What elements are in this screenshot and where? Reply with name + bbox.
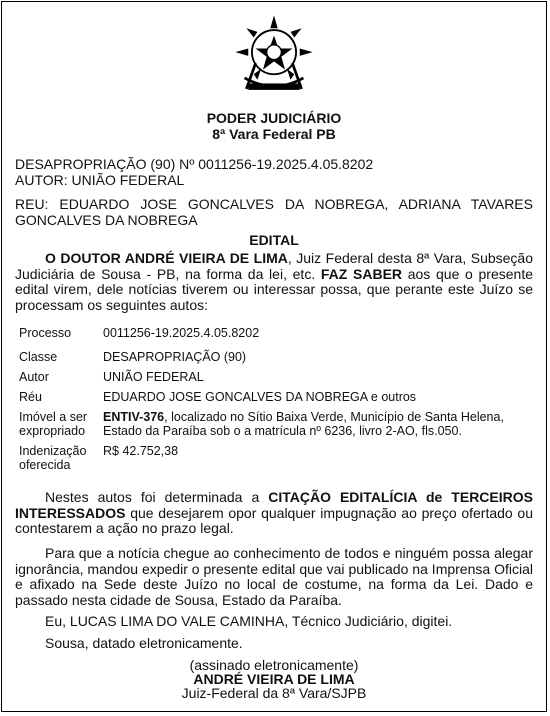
reu-label: Réu — [19, 390, 42, 404]
processo-value: 0011256-19.2025.4.05.8202 — [103, 326, 260, 340]
para2-text: Para que a notícia chegue ao conhecimento de todos e ninguém possa alegar ignorância, mandou expedir o presente edital que vai publicado na Imprensa Oficial e afixado na Sede deste Juízo no local de costume, na forma da Lei. Dado e passado nesta cidade de Sousa, Estado da Paraíba. — [15, 545, 533, 608]
intro-paragraph — [15, 251, 533, 313]
citation-paragraph — [15, 490, 533, 537]
header-line-2: 8ª Vara Federal PB — [212, 126, 336, 142]
signature-role: Juiz-Federal da 8ª Vara/SJPB — [181, 685, 367, 701]
citation-bold: CITAÇÃO EDITALÍCIA de TERCEIROS INTERESSADOS — [15, 489, 533, 521]
table-row — [15, 364, 535, 384]
process-table — [15, 322, 535, 472]
classe-label: Classe — [19, 350, 58, 364]
publication-paragraph — [15, 546, 533, 608]
imovel-text: , localizado no Sítio Baixa Verde, Município de Santa Helena, Estado da Paraíba sob o a matrícula nº 6236, livro 2-AO, fls.050. — [103, 410, 504, 438]
autor-label: Autor — [19, 370, 49, 384]
classe-value: DESAPROPRIAÇÃO (90) — [103, 350, 247, 364]
judge-name: O DOUTOR ANDRÉ VIEIRA DE LIMA — [45, 250, 288, 266]
case-reu: REU: EDUARDO JOSE GONCALVES DA NOBREGA, ADRIANA TAVARES GONCALVES DA NOBREGA — [15, 196, 533, 228]
table-row — [15, 344, 535, 364]
table-row — [15, 384, 535, 404]
typist-paragraph — [15, 614, 533, 630]
imovel-value — [103, 404, 535, 438]
imovel-code: ENTIV-376 — [103, 410, 165, 424]
coat-of-arms-emblem — [228, 8, 320, 100]
para4-text: Sousa, datado eletronicamente. — [45, 635, 243, 651]
reu-value: EDUARDO JOSE GONCALVES DA NOBREGA e outros — [103, 390, 417, 404]
edital-title: EDITAL — [249, 232, 299, 248]
case-identification — [15, 157, 533, 188]
indenizacao-label: Indenização oferecida — [19, 444, 87, 472]
case-autor: AUTOR: UNIÃO FEDERAL — [15, 171, 185, 188]
autor-value: UNIÃO FEDERAL — [103, 370, 204, 384]
table-row — [15, 322, 535, 344]
processo-label: Processo — [19, 326, 72, 340]
para3-text: Eu, LUCAS LIMA DO VALE CAMINHA, Técnico Judiciário, digitei. — [45, 613, 453, 629]
signature-note: (assinado eletronicamente) — [189, 657, 359, 673]
signature-block — [2, 658, 546, 700]
table-row — [15, 438, 535, 472]
table-row — [15, 404, 535, 438]
intro-text-1: , Juiz Federal desta 8ª Vara, Subseção Judiciária de Sousa - PB, na forma da lei, etc. — [15, 250, 533, 282]
edital-page — [1, 1, 547, 712]
imovel-label: Imóvel a ser expropriado — [19, 410, 88, 438]
case-reu-block — [15, 197, 533, 228]
faz-saber: FAZ SABER — [320, 265, 403, 282]
court-header — [2, 110, 546, 142]
case-line: DESAPROPRIAÇÃO (90) Nº 0011256-19.2025.4.05.8202 — [15, 156, 374, 172]
intro-text-2: aos que o presente edital virem, dele notícias tiverem ou interessar possa, que perante este Juízo se processam os seguintes autos: — [15, 265, 533, 313]
para1-text-2: que desejarem opor qualquer impugnação ao preço ofertado ou contestarem a ação no prazo legal. — [15, 504, 533, 536]
header-line-1: PODER JUDICIÁRIO — [206, 110, 342, 126]
indenizacao-value: R$ 42.752,38 — [103, 444, 179, 458]
signature-name: ANDRÉ VIEIRA DE LIMA — [193, 671, 355, 687]
date-paragraph — [15, 636, 533, 652]
para1-text-1: Nestes autos foi determinada a — [45, 489, 269, 505]
